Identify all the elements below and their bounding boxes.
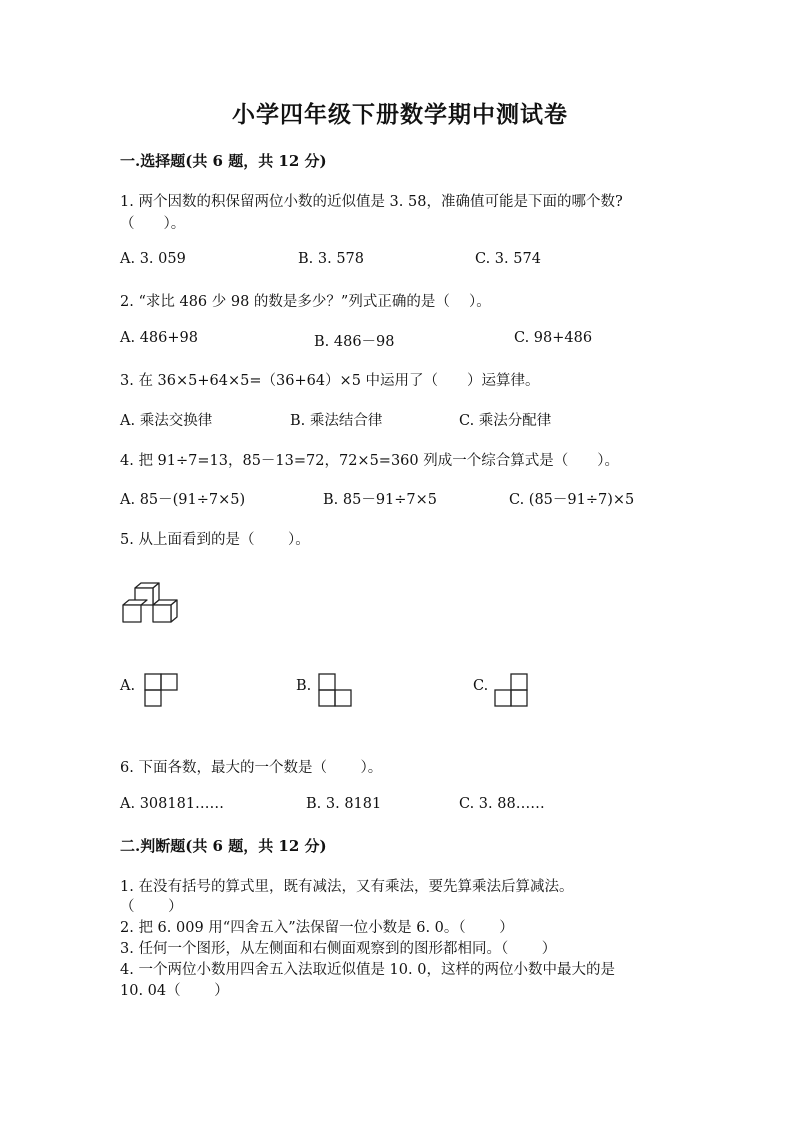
judgement-1-text: 1. 在没有括号的算式里，既有减法，又有乘法，要先算乘法后算减法。 — [120, 879, 574, 895]
question-3-option-c: C. 乘法分配律 — [459, 413, 552, 429]
question-2-text: 2. “求比 486 少 98 的数是多少？”列式正确的是（ ）。 — [120, 294, 491, 310]
judgement-2-text: 2. 把 6. 009 用“四舍五入”法保留一位小数是 6. 0。（ ） — [120, 920, 514, 936]
section-heading-judgement: 二.判断题(共 6 题，共 12 分) — [120, 837, 327, 855]
question-2-option-b: B. 486－98 — [314, 334, 395, 350]
judgement-3-text: 3. 任何一个图形，从左侧面和右侧面观察到的图形都相同。（ ） — [120, 941, 557, 957]
cube-stack-figure — [122, 582, 182, 628]
question-4-option-c: C. (85－91÷7)×5 — [509, 492, 635, 508]
top-view-b-figure — [318, 673, 352, 707]
question-1-text-cont: （ ）。 — [120, 216, 186, 232]
question-2-option-c: C. 98+486 — [514, 330, 593, 346]
question-5-option-c: C. — [473, 678, 489, 694]
question-3-option-b: B. 乘法结合律 — [290, 413, 383, 429]
judgement-4-text: 4. 一个两位小数用四舍五入法取近似值是 10. 0，这样的两位小数中最大的是 — [120, 962, 615, 978]
question-1-option-c: C. 3. 574 — [475, 251, 541, 267]
question-6-option-a: A. 308181…… — [120, 796, 225, 812]
question-3-text: 3. 在 36×5+64×5=（36+64）×5 中运用了（ ）运算律。 — [120, 373, 540, 389]
page-title: 小学四年级下册数学期中测试卷 — [232, 101, 568, 128]
question-6-option-c: C. 3. 88…… — [459, 796, 545, 812]
judgement-4-text-cont: 10. 04（ ） — [120, 983, 229, 999]
question-6-text: 6. 下面各数，最大的一个数是（ ）。 — [120, 760, 383, 776]
question-5-option-b: B. — [296, 678, 312, 694]
question-5-option-a: A. — [120, 678, 136, 694]
section-heading-choice: 一.选择题(共 6 题，共 12 分) — [120, 152, 327, 170]
judgement-1-text-cont: （ ） — [120, 899, 183, 915]
question-6-option-b: B. 3. 8181 — [306, 796, 382, 812]
question-1-option-b: B. 3. 578 — [298, 251, 364, 267]
top-view-a-figure — [144, 673, 178, 707]
question-3-option-a: A. 乘法交换律 — [120, 413, 213, 429]
question-4-option-a: A. 85－(91÷7×5) — [120, 492, 246, 508]
question-4-option-b: B. 85－91÷7×5 — [323, 492, 438, 508]
question-1-text: 1. 两个因数的积保留两位小数的近似值是 3. 58，准确值可能是下面的哪个数? — [120, 194, 623, 210]
question-1-option-a: A. 3. 059 — [120, 251, 186, 267]
question-2-option-a: A. 486+98 — [120, 330, 198, 346]
question-4-text: 4. 把 91÷7=13，85－13=72，72×5=360 列成一个综合算式是（ ）。 — [120, 453, 619, 469]
top-view-c-figure — [494, 673, 528, 707]
question-5-text: 5. 从上面看到的是（ ）。 — [120, 532, 310, 548]
